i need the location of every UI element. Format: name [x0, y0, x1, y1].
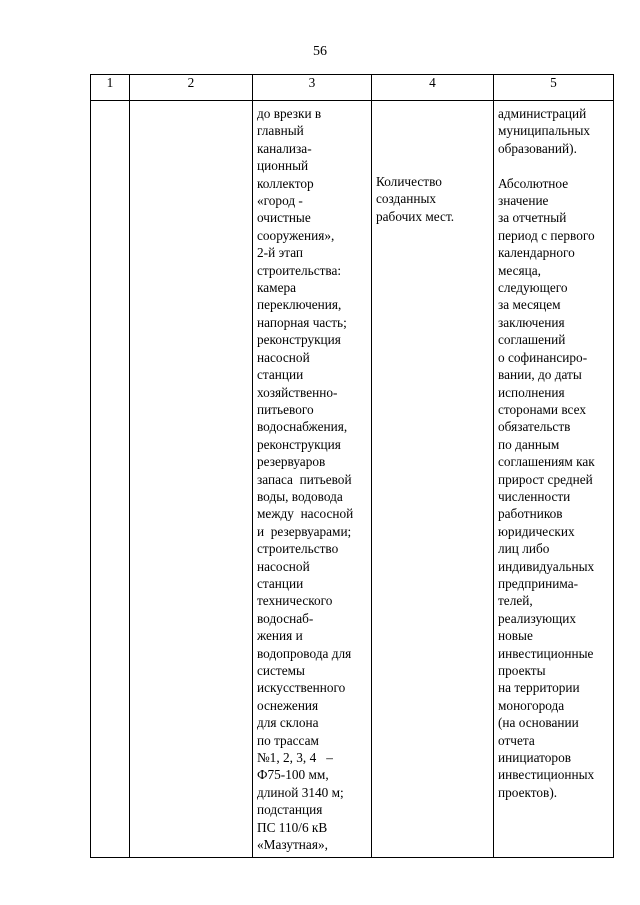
- text-line: очистные: [257, 210, 311, 226]
- text-line: за месяцем: [498, 297, 561, 313]
- text-line: станции: [257, 575, 304, 591]
- text-line: следующего: [498, 280, 568, 296]
- text-line: питьевого: [257, 401, 314, 417]
- text-line: строительство: [257, 541, 339, 557]
- text-line: насосной: [257, 349, 310, 365]
- text-line: камера: [257, 280, 297, 296]
- text-line: месяца,: [498, 262, 542, 278]
- text-line: сторонами всех: [498, 401, 586, 417]
- text-line: созданных: [376, 191, 437, 207]
- text-line: реализующих: [498, 610, 577, 626]
- text-line: обязательств: [498, 419, 571, 435]
- text-line: реконструкция: [257, 332, 341, 348]
- text-line: станции: [257, 367, 304, 383]
- text-line: моногорода: [498, 697, 565, 713]
- text-line: длиной 3140 м;: [257, 784, 344, 800]
- text-line: вании, до даты: [498, 367, 582, 383]
- text-line: исполнения: [498, 384, 565, 400]
- text-line: по трассам: [257, 732, 319, 748]
- text-line: соглашений: [498, 332, 566, 348]
- text-line: и резервуарами;: [257, 523, 352, 539]
- text-line: образований).: [498, 140, 577, 156]
- text-line: Количество: [376, 174, 442, 189]
- text-line: резервуаров: [257, 454, 326, 470]
- cell-object-description: [253, 101, 372, 858]
- text-line: ПС 110/6 кВ: [257, 819, 328, 835]
- text-line: Ф75-100 мм,: [257, 767, 329, 783]
- column-header-4: 4: [372, 75, 494, 101]
- table-header-row: [91, 75, 614, 101]
- text-line: строительства:: [257, 262, 342, 278]
- text-line: [498, 157, 613, 174]
- cell-col-2: [130, 101, 253, 858]
- text-line: (на основании: [498, 715, 579, 731]
- text-line: ционный: [257, 158, 309, 174]
- text-line: коллектор: [257, 175, 314, 191]
- text-line: для склона: [257, 715, 319, 731]
- cell-col-1: [91, 101, 130, 858]
- text-line: телей,: [498, 593, 533, 609]
- text-line: за отчетный: [498, 210, 567, 226]
- text-line: юридических: [498, 523, 575, 539]
- column-header-1: 1: [91, 75, 130, 101]
- column-header-2: 2: [130, 75, 253, 101]
- column-header-3: 3: [253, 75, 372, 101]
- text-line: «город -: [257, 193, 303, 209]
- text-line: между насосной: [257, 506, 354, 522]
- text-line: лиц либо: [498, 541, 550, 557]
- text-line: запаса питьевой: [257, 471, 352, 487]
- text-line: рабочих мест.: [376, 208, 455, 224]
- text-line: системы: [257, 663, 305, 678]
- text-line: искусственного: [257, 680, 346, 696]
- text-line: инициаторов: [498, 750, 571, 766]
- text-line: проектов).: [498, 784, 558, 800]
- text-line: индивидуальных: [498, 558, 595, 574]
- cell-indicator-name: [372, 101, 494, 858]
- table-row: [91, 101, 614, 858]
- text-line: о софинансиро-: [498, 349, 588, 365]
- text-line: водоснабжения,: [257, 419, 348, 435]
- page-number: 56: [313, 44, 327, 59]
- text-line: новые: [498, 628, 533, 644]
- text-line: по данным: [498, 436, 560, 452]
- text-line: «Мазутная»,: [257, 837, 328, 853]
- text-line: технического: [257, 593, 333, 609]
- text-line: главный: [257, 123, 304, 139]
- text-line: Абсолютное: [498, 175, 569, 191]
- text-line: воды, водовода: [257, 488, 343, 504]
- cell-calculation-method: [494, 101, 614, 858]
- text-line: жения и: [257, 628, 303, 644]
- document-table: [90, 74, 614, 858]
- text-line: реконструкция: [257, 436, 341, 452]
- text-line: численности: [498, 488, 571, 504]
- text-line: канализа-: [257, 140, 312, 156]
- text-line: муниципальных: [498, 123, 591, 139]
- text-line: соглашениям как: [498, 454, 595, 470]
- text-line: насосной: [257, 558, 310, 574]
- text-line: напорная часть;: [257, 314, 347, 330]
- text-line: предпринима-: [498, 575, 579, 591]
- text-line: 2-й этап: [257, 245, 304, 261]
- text-line: водопровода для: [257, 645, 352, 661]
- text-line: оснежения: [257, 697, 319, 713]
- text-line: работников: [498, 506, 563, 522]
- text-line: водоснаб-: [257, 610, 314, 626]
- text-line: сооружения»,: [257, 227, 335, 243]
- text-line: значение: [498, 193, 549, 209]
- text-line: переключения,: [257, 297, 342, 313]
- text-line: отчета: [498, 732, 535, 748]
- text-line: инвестиционных: [498, 767, 595, 783]
- text-line: до врезки в: [257, 106, 322, 121]
- column-header-5: 5: [494, 75, 614, 101]
- text-line: период с первого: [498, 227, 595, 243]
- text-line: администраций: [498, 106, 587, 121]
- text-line: на территории: [498, 680, 580, 696]
- text-line: проекты: [498, 663, 546, 678]
- text-line: календарного: [498, 245, 575, 261]
- text-line: хозяйственно-: [257, 384, 338, 400]
- text-line: заключения: [498, 314, 565, 330]
- text-line: №1, 2, 3, 4 –: [257, 750, 333, 766]
- text-line: инвестиционные: [498, 645, 594, 661]
- text-line: подстанция: [257, 802, 323, 818]
- text-line: прирост средней: [498, 471, 593, 487]
